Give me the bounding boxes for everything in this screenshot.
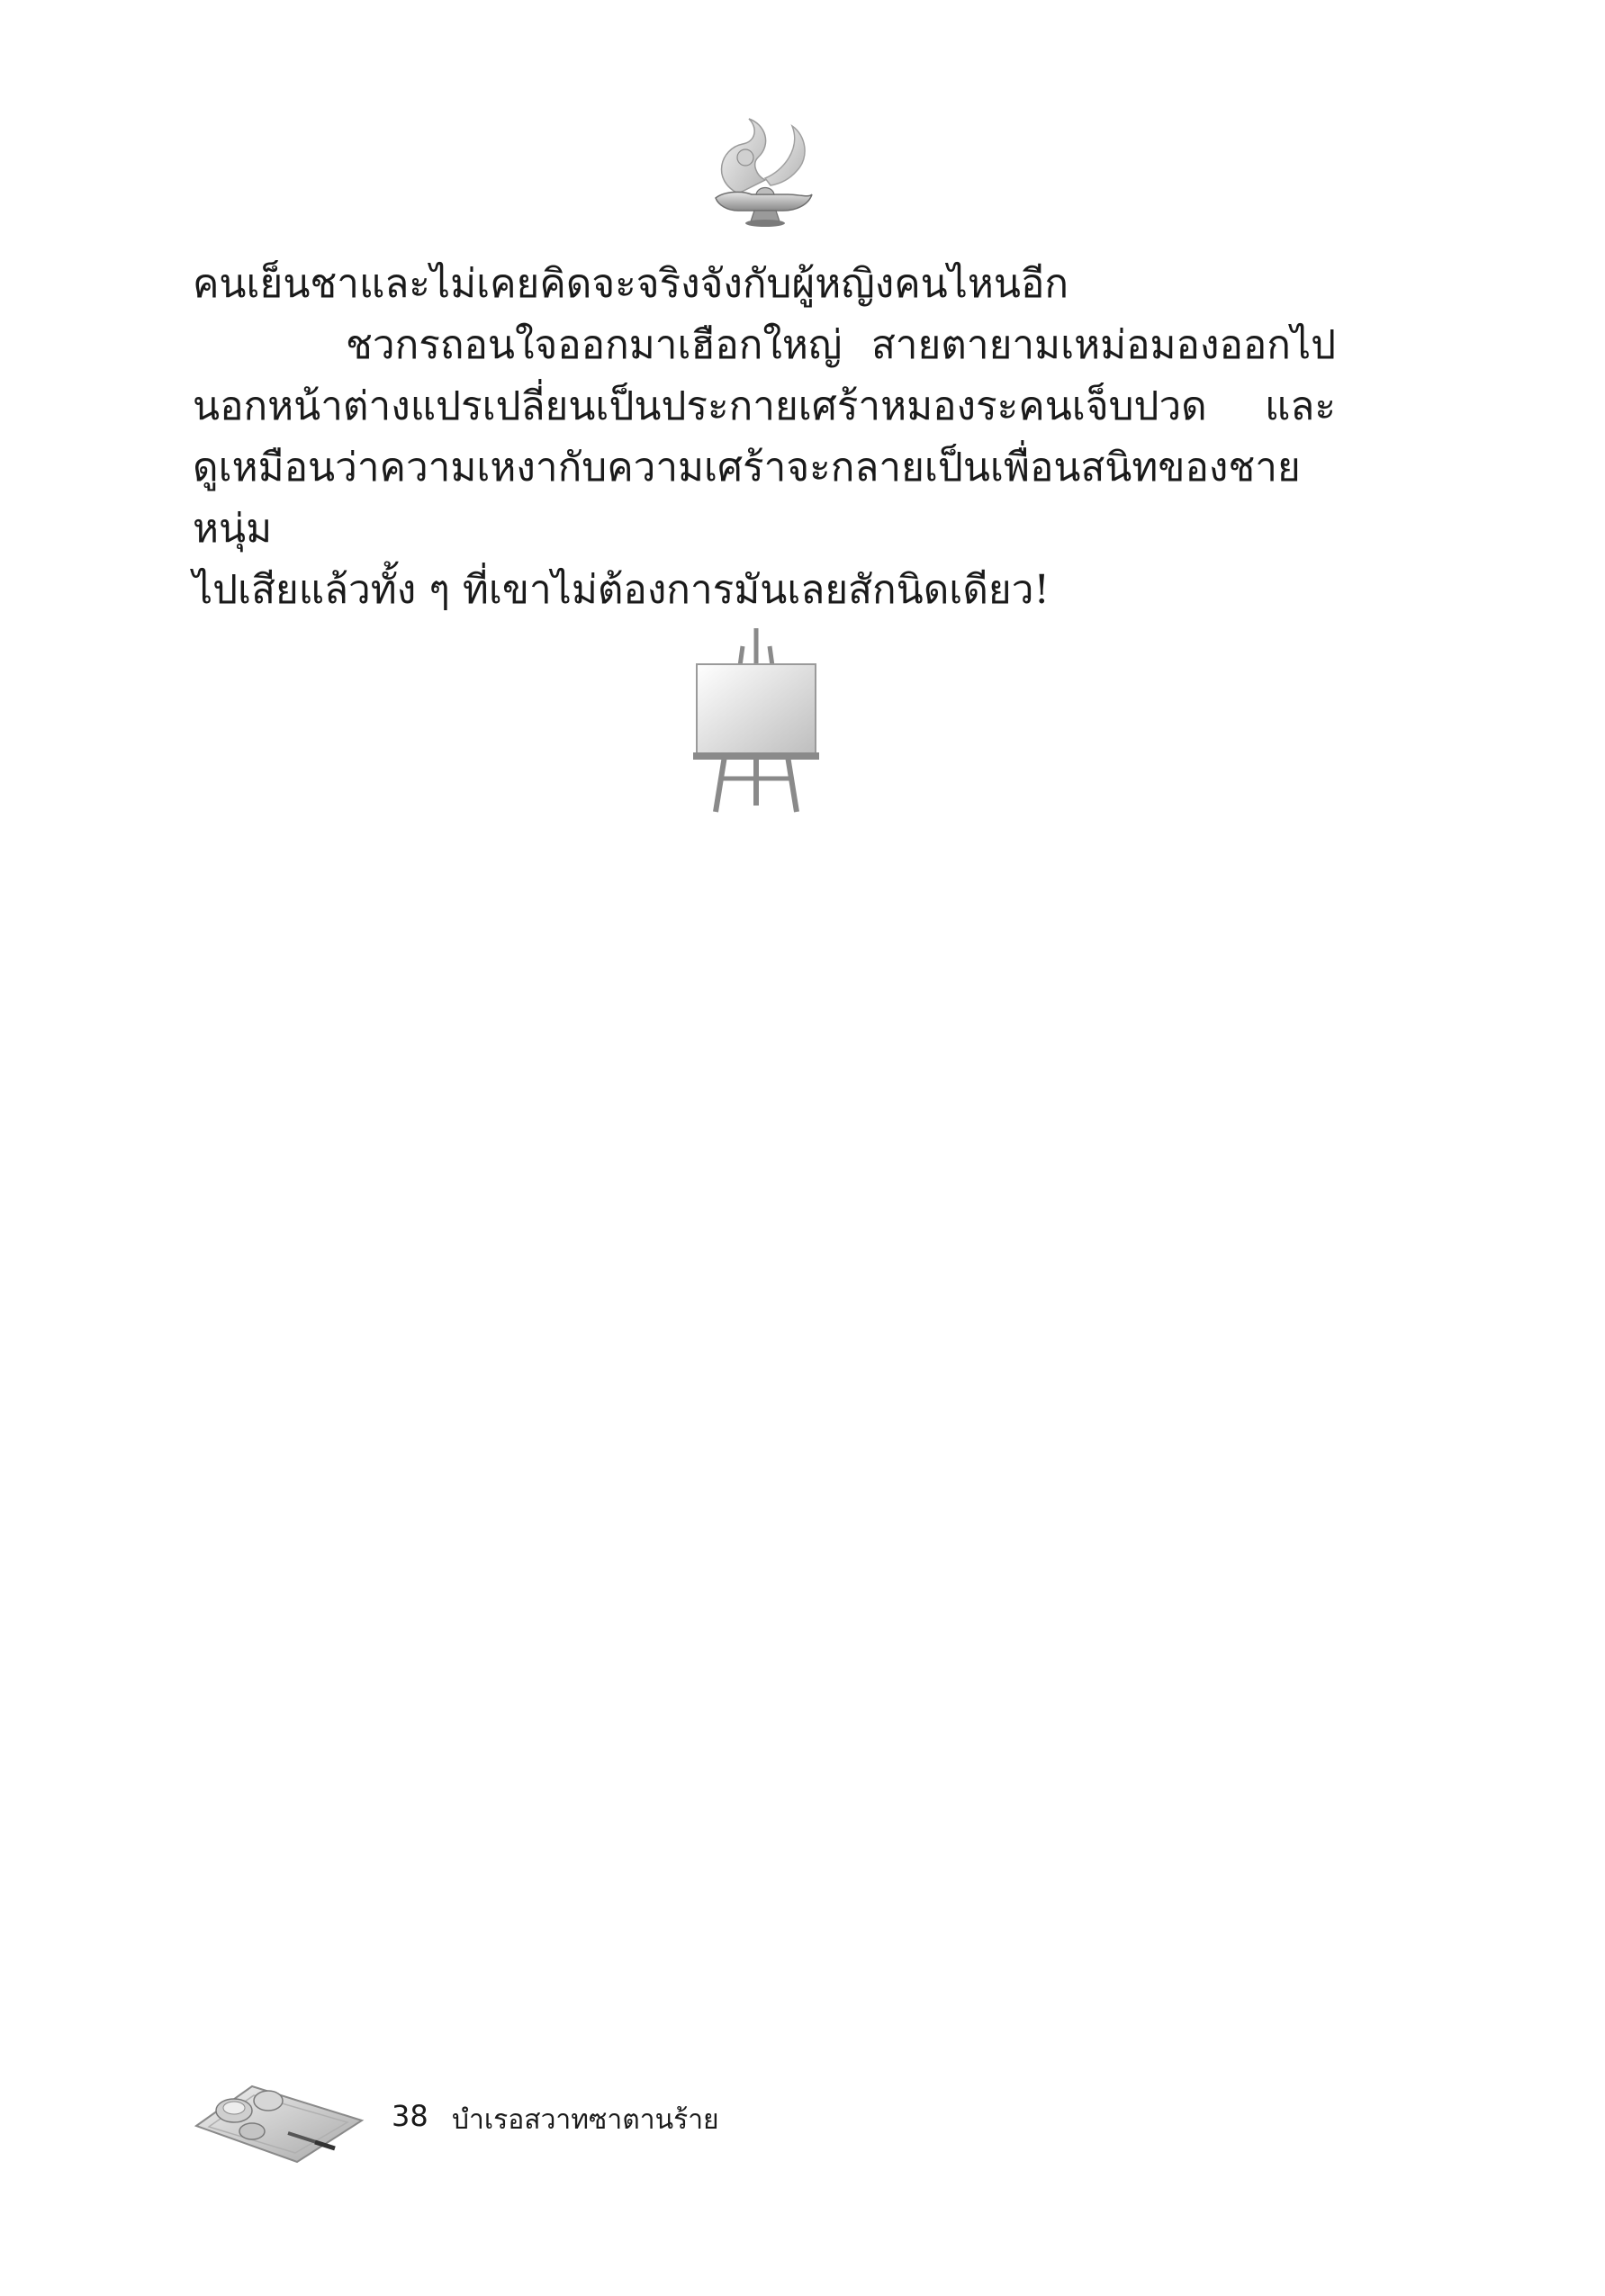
tableware-tray-icon [189, 2061, 369, 2169]
body-line-2: ชวกรถอนใจออกมาเฮือกใหญ่ สายตายามเหม่อมองออกไป [346, 322, 1336, 368]
body-line-4: ดูเหมือนว่าความเหงากับความเศร้าจะกลายเป็นเพื่อนสนิทของชายหนุ่ม [193, 445, 1301, 552]
body-line-1: คนเย็นชาและไม่เคยคิดจะจริงจังกับผู้หญิงคนไหนอีก [193, 261, 1069, 307]
body-line-3: นอกหน้าต่างแปรเปลี่ยนเป็นประกายเศร้าหมองระคนเจ็บปวด และ [193, 383, 1336, 429]
easel-icon [684, 621, 828, 819]
magic-lamp-icon [702, 108, 819, 230]
body-text [193, 254, 1336, 621]
body-line-5: ไปเสียแล้วทั้ง ๆ ที่เขาไม่ต้องการมันเลยสักนิดเดียว! [193, 567, 1050, 613]
page-number: 38 [392, 2099, 428, 2133]
page-footer [189, 2061, 999, 2169]
running-title: บำเรอสวาทซาตานร้าย [452, 2104, 719, 2136]
